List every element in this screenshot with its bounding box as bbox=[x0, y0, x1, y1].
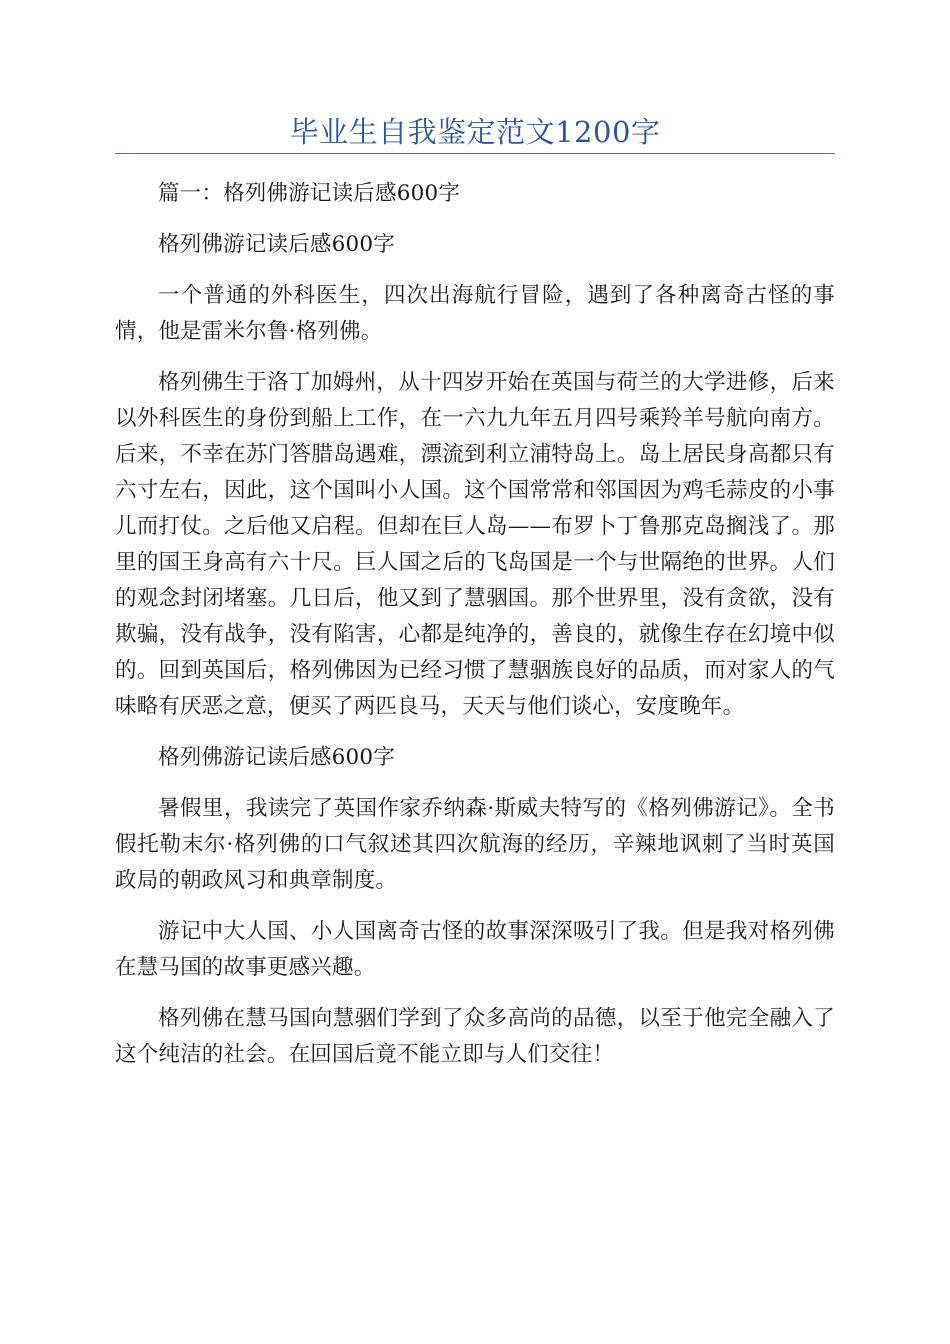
document-body bbox=[115, 176, 835, 1088]
body-paragraph: 一个普通的外科医生，四次出海航行冒险，遇到了各种离奇古怪的事情，他是雷米尔鲁·格列佛。 bbox=[115, 283, 835, 344]
document-title: 毕业生自我鉴定范文1200字 bbox=[289, 115, 661, 149]
title-underline bbox=[115, 153, 835, 154]
body-paragraph: 格列佛生于洛丁加姆州，从十四岁开始在英国与荷兰的大学进修，后来以外科医生的身份到船上工作，在一六九九年五月四号乘羚羊号航向南方。后来，不幸在苏门答腊岛遇难，漂流到利立浦特岛上。岛上居民身高都只有六寸左右，因此，这个国叫小人国。这个国常常和邻国因为鸡毛蒜皮的小事儿而打仗。之后他又启程。但却在巨人岛——布罗卜丁鲁那克岛搁浅了。那里的国王身高有六十尺。巨人国之后的飞岛国是一个与世隔绝的世界。人们的观念封闭堵塞。几日后，他又到了慧骃国。那个世界里，没有贪欲，没有欺骗，没有战争，没有陷害，心都是纯净的，善良的，就像生存在幻境中似的。回到英国后，格列佛因为已经习惯了慧骃族良好的品质，而对家人的气味略有厌恶之意，便买了两匹良马，天天与他们谈心，安度晚年。 bbox=[115, 370, 835, 719]
body-paragraph: 格列佛在慧马国向慧骃们学到了众多高尚的品德，以至于他完全融入了这个纯洁的社会。在回国后竟不能立即与人们交往！ bbox=[115, 1006, 835, 1067]
body-paragraph: 游记中大人国、小人国离奇古怪的故事深深吸引了我。但是我对格列佛在慧马国的故事更感兴趣。 bbox=[115, 919, 835, 980]
body-paragraph: 暑假里，我读完了英国作家乔纳森·斯威夫特写的《格列佛游记》。全书假托勒末尔·格列佛的口气叙述其四次航海的经历，辛辣地讽刺了当时英国政局的朝政风习和典章制度。 bbox=[115, 796, 835, 893]
section-heading: 篇一：格列佛游记读后感600字 bbox=[158, 181, 461, 206]
subheading: 格列佛游记读后感600字 bbox=[158, 745, 395, 770]
subheading: 格列佛游记读后感600字 bbox=[158, 232, 395, 257]
